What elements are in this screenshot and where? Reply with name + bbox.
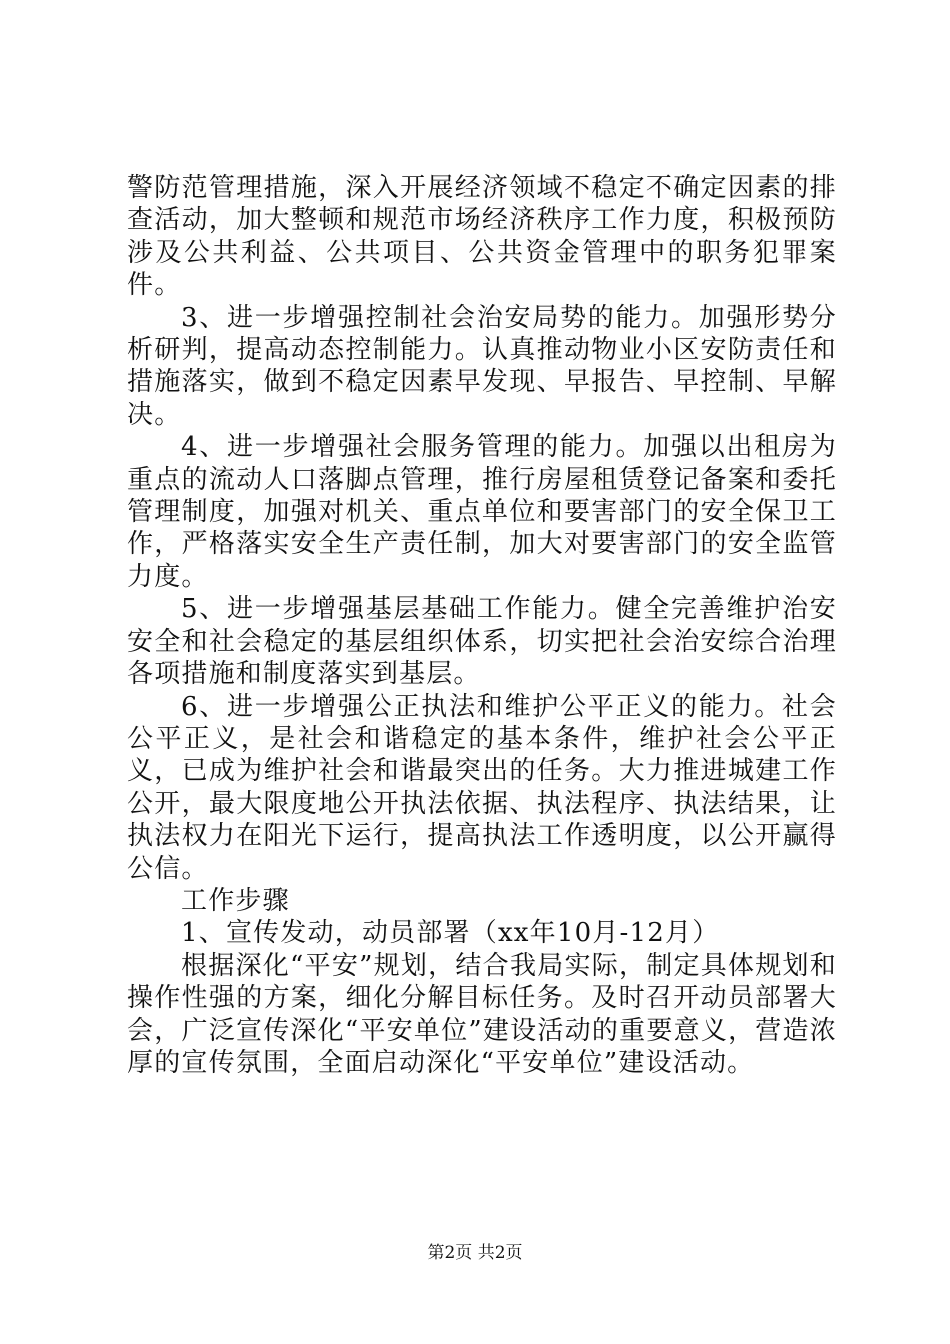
paragraph-item-4: 4、进一步增强社会服务管理的能力。加强以出租房为重点的流动人口落脚点管理，推行房屋租赁登记备案和委托管理制度，加强对机关、重点单位和要害部门的安全保卫工作，严格落实安全生产责任制，加大对要害部门的安全监管力度。 [127, 432, 837, 592]
paragraph-item-3: 3、进一步增强控制社会治安局势的能力。加强形势分析研判，提高动态控制能力。认真推动物业小区安防责任和措施落实，做到不稳定因素早发现、早报告、早控制、早解决。 [127, 302, 837, 430]
paragraph-item-6: 6、进一步增强公正执法和维护公平正义的能力。社会公平正义，是社会和谐稳定的基本条件，维护社会公平正义，已成为维护社会和谐最突出的任务。大力推进城建工作公开，最大限度地公开执法依据、执法程序、执法结果，让执法权力在阳光下运行，提高执法工作透明度，以公开赢得公信。 [127, 691, 837, 884]
paragraph-step-1-detail: 根据深化“平安”规划，结合我局实际，制定具体规划和操作性强的方案，细化分解目标任务。及时召开动员部署大会，广泛宣传深化“平安单位”建设活动的重要意义，营造浓厚的宣传氛围，全面启动深化“平安单位”建设活动。 [127, 950, 837, 1078]
paragraph-item-5: 5、进一步增强基层基础工作能力。健全完善维护治安安全和社会稳定的基层组织体系，切实把社会治安综合治理各项措施和制度落实到基层。 [127, 594, 837, 690]
paragraph-continuation: 警防范管理措施，深入开展经济领域不稳定不确定因素的排查活动，加大整顿和规范市场经济秩序工作力度，积极预防涉及公共利益、公共项目、公共资金管理中的职务犯罪案件。 [127, 173, 837, 301]
section-heading-work-steps: 工作步骤 [181, 885, 290, 916]
document-body [127, 172, 837, 1079]
step-heading-1: 1、宣传发动，动员部署（xx年10月-12月） [181, 918, 720, 949]
page-number-footer: 第2页 共2页 [427, 1243, 523, 1263]
